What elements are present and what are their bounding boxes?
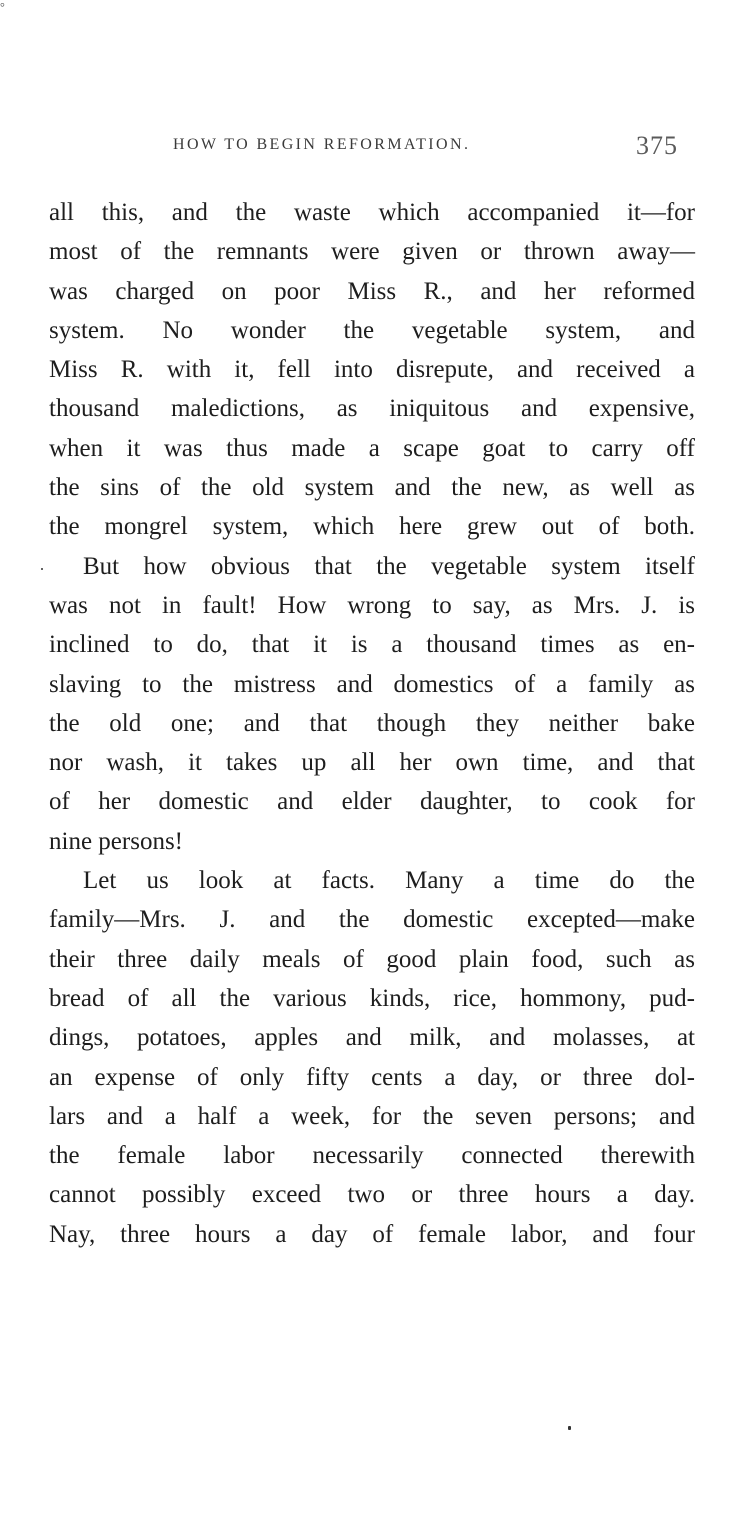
text-line: dings, potatoes, apples and milk, and molasses, at xyxy=(49,1024,695,1052)
ink-speck xyxy=(568,1426,571,1430)
text-line: system. No wonder the vegetable system, and xyxy=(49,316,695,344)
text-line: the old one; and that though they neither bake xyxy=(49,709,695,737)
text-line: the sins of the old system and the new, as well as xyxy=(49,474,695,502)
running-head xyxy=(0,131,750,166)
text-line: family—Mrs. J. and the domestic excepted—make xyxy=(49,906,695,934)
body-text xyxy=(49,193,695,1254)
text-line: of her domestic and elder daughter, to cook for xyxy=(49,788,695,816)
text-line: when it was thus made a scape goat to carry off xyxy=(49,434,695,462)
text-line: cannot possibly exceed two or three hours a day. xyxy=(49,1181,695,1209)
ink-speck xyxy=(41,568,43,570)
corner-mark: ° xyxy=(0,0,5,14)
page-number: 375 xyxy=(636,131,678,160)
paragraph-end-line: nine persons! xyxy=(49,827,183,855)
text-line: Miss R. with it, fell into disrepute, and received a xyxy=(49,356,695,384)
text-line: nor wash, it takes up all her own time, and that xyxy=(49,749,695,777)
text-line: most of the remnants were given or thrown away— xyxy=(49,238,695,266)
text-line: lars and a half a week, for the seven persons; and xyxy=(49,1102,695,1130)
text-line: was not in fault! How wrong to say, as Mrs. J. is xyxy=(49,591,695,619)
text-line: an expense of only fifty cents a day, or three dol- xyxy=(49,1063,695,1091)
paragraph-start-line: Let us look at facts. Many a time do the xyxy=(83,867,695,895)
text-line: their three daily meals of good plain food, such as xyxy=(49,945,695,973)
text-line: the female labor necessarily connected therewith xyxy=(49,1142,695,1170)
text-line: inclined to do, that it is a thousand times as en- xyxy=(49,631,695,659)
text-line: Nay, three hours a day of female labor, and four xyxy=(49,1220,695,1248)
text-line: the mongrel system, which here grew out of both. xyxy=(49,513,695,541)
text-line: all this, and the waste which accompanied it—for xyxy=(49,199,695,226)
text-line: was charged on poor Miss R., and her reformed xyxy=(49,277,695,305)
text-line: slaving to the mistress and domestics of a family as xyxy=(49,670,695,698)
text-line: bread of all the various kinds, rice, hommony, pud- xyxy=(49,984,695,1012)
running-title: HOW TO BEGIN REFORMATION. xyxy=(173,136,471,153)
paragraph-start-line: But how obvious that the vegetable system itself xyxy=(83,552,695,580)
text-line: thousand maledictions, as iniquitous and expensive, xyxy=(49,395,695,423)
